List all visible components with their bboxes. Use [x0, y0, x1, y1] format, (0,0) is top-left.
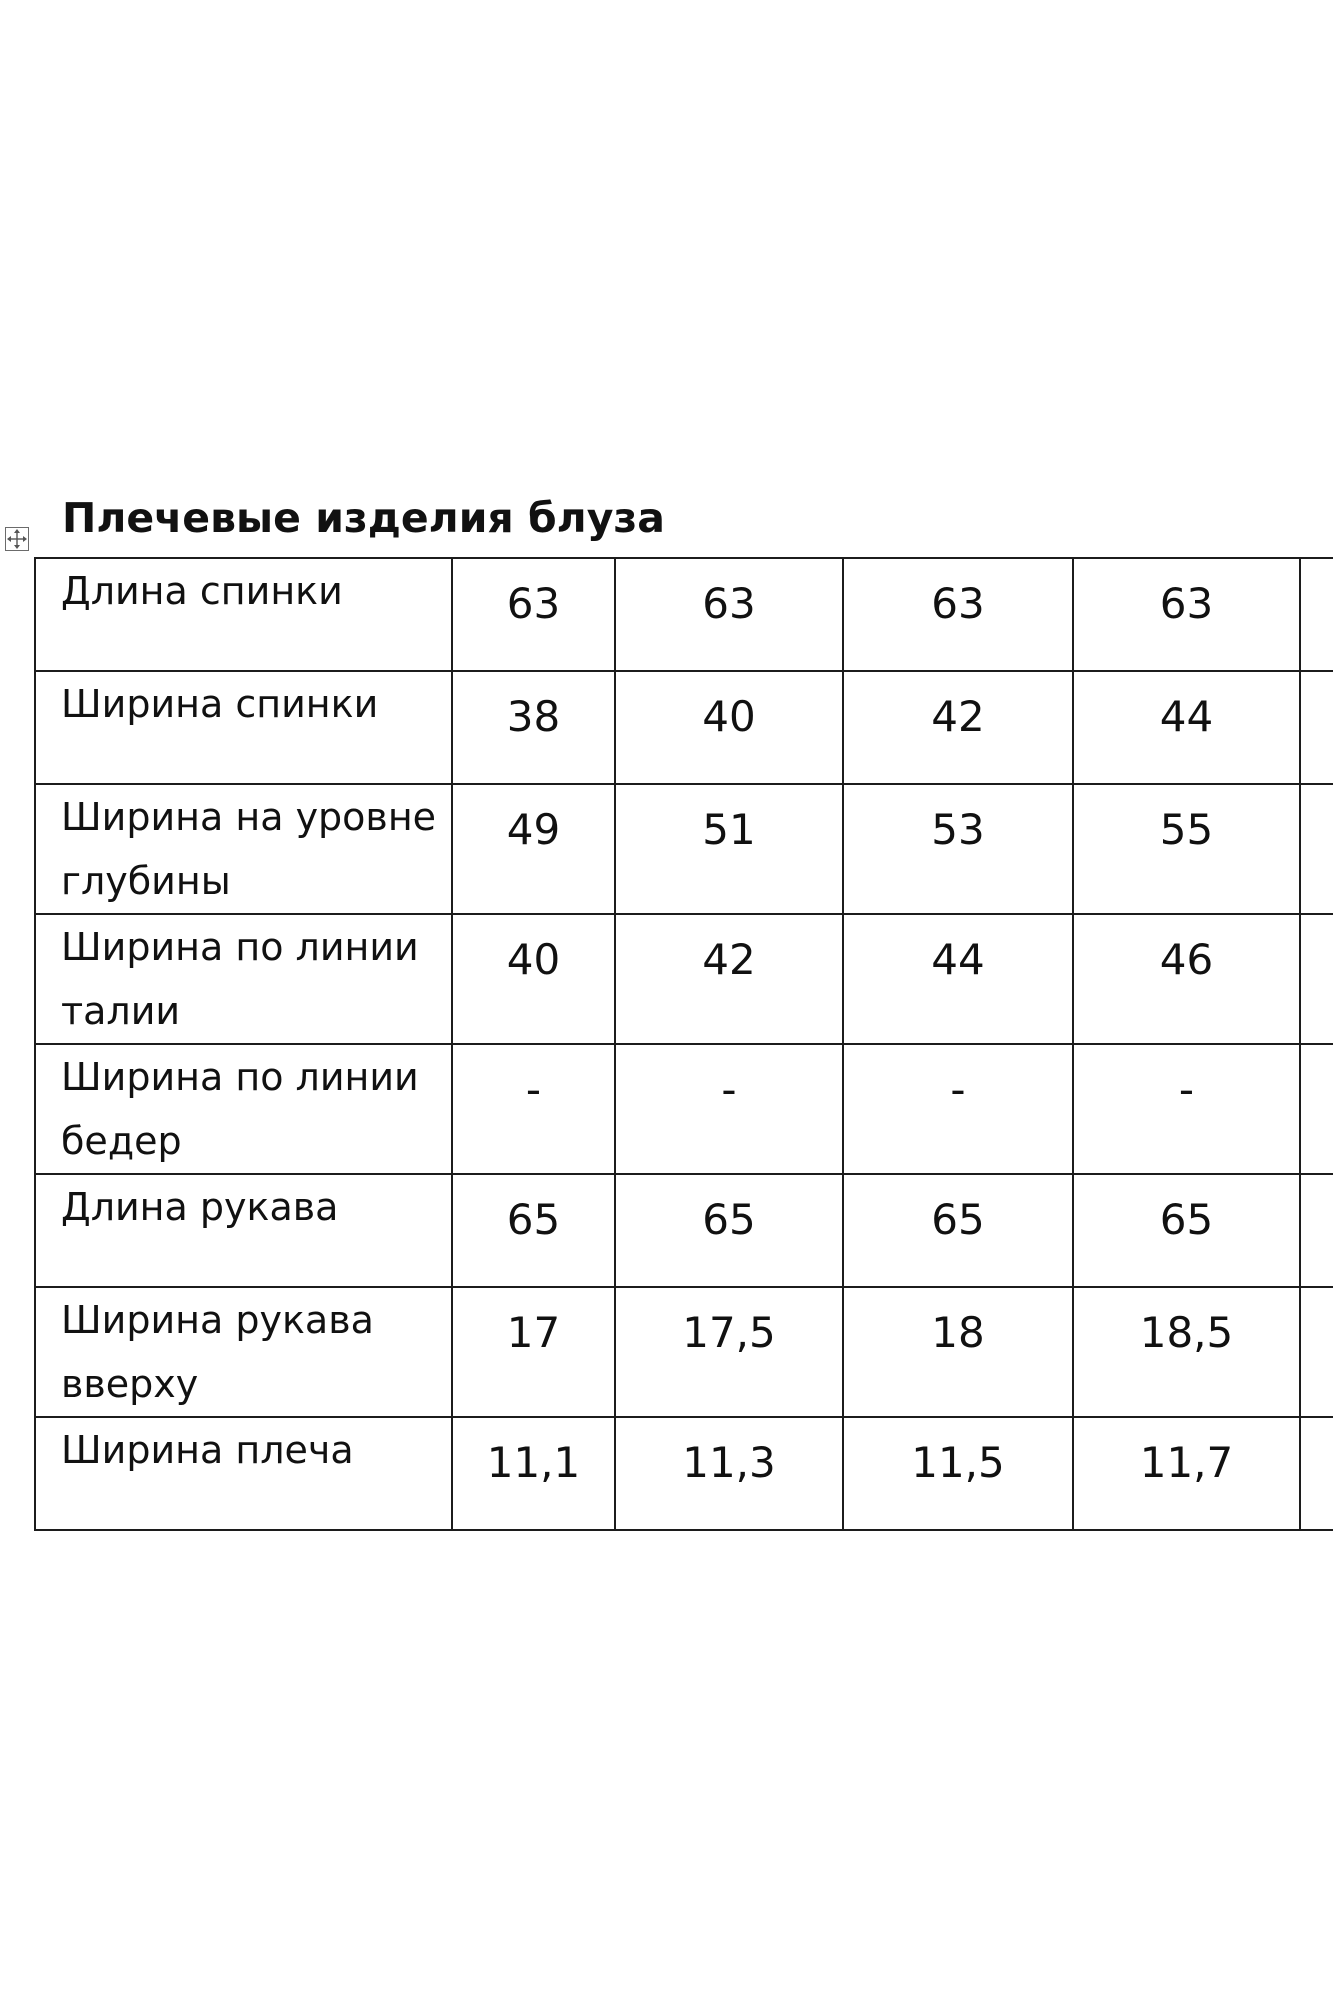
table-row: [35, 671, 1333, 784]
table-cell: 40: [452, 914, 615, 1044]
table-cell-empty: [1300, 1174, 1333, 1287]
table-cell: 51: [615, 784, 843, 914]
table-cell-empty: [1300, 1417, 1333, 1530]
table-cell: 11,5: [843, 1417, 1073, 1530]
table-cell: 17: [452, 1287, 615, 1417]
table-cell: 63: [452, 558, 615, 671]
table-row: [35, 1174, 1333, 1287]
table-cell: 42: [615, 914, 843, 1044]
table-cell-empty: [1300, 558, 1333, 671]
table-cell: 65: [1073, 1174, 1300, 1287]
size-table: [34, 557, 1333, 1531]
table-cell: 49: [452, 784, 615, 914]
table-row: [35, 914, 1333, 1044]
document-title: Плечевые изделия блуза: [62, 494, 665, 542]
table-cell: -: [615, 1044, 843, 1174]
table-cell: 11,1: [452, 1417, 615, 1530]
table-cell: 65: [452, 1174, 615, 1287]
table-cell: 63: [615, 558, 843, 671]
table-cell-empty: [1300, 1287, 1333, 1417]
table-cell: 11,7: [1073, 1417, 1300, 1530]
table-cell: 46: [1073, 914, 1300, 1044]
table-cell: 18,5: [1073, 1287, 1300, 1417]
table-cell: -: [1073, 1044, 1300, 1174]
table-row: [35, 1417, 1333, 1530]
table-cell: 18: [843, 1287, 1073, 1417]
table-cell: 11,3: [615, 1417, 843, 1530]
table-cell: 44: [1073, 671, 1300, 784]
row-label: Ширина рукава вверху: [35, 1287, 452, 1417]
table-row: [35, 1044, 1333, 1174]
table-cell-empty: [1300, 1044, 1333, 1174]
table-cell: -: [843, 1044, 1073, 1174]
table-cell: 44: [843, 914, 1073, 1044]
table-cell: 38: [452, 671, 615, 784]
table-cell: -: [452, 1044, 615, 1174]
table-cell: 53: [843, 784, 1073, 914]
table-cell: 65: [615, 1174, 843, 1287]
table-cell: 40: [615, 671, 843, 784]
table-move-handle-icon[interactable]: [5, 527, 29, 551]
table-row: [35, 784, 1333, 914]
table-cell: 63: [843, 558, 1073, 671]
table-cell: 63: [1073, 558, 1300, 671]
table-cell-empty: [1300, 784, 1333, 914]
row-label: Ширина по линии талии: [35, 914, 452, 1044]
table-cell: 17,5: [615, 1287, 843, 1417]
table-cell-empty: [1300, 914, 1333, 1044]
row-label: Длина рукава: [35, 1174, 452, 1287]
row-label: Ширина спинки: [35, 671, 452, 784]
row-label: Ширина по линии бедер: [35, 1044, 452, 1174]
table-cell: 42: [843, 671, 1073, 784]
row-label: Ширина на уровне глубины: [35, 784, 452, 914]
table-cell-empty: [1300, 671, 1333, 784]
table-row: [35, 1287, 1333, 1417]
table-cell: 55: [1073, 784, 1300, 914]
row-label: Длина спинки: [35, 558, 452, 671]
table-cell: 65: [843, 1174, 1073, 1287]
table-row: [35, 558, 1333, 671]
row-label: Ширина плеча: [35, 1417, 452, 1530]
